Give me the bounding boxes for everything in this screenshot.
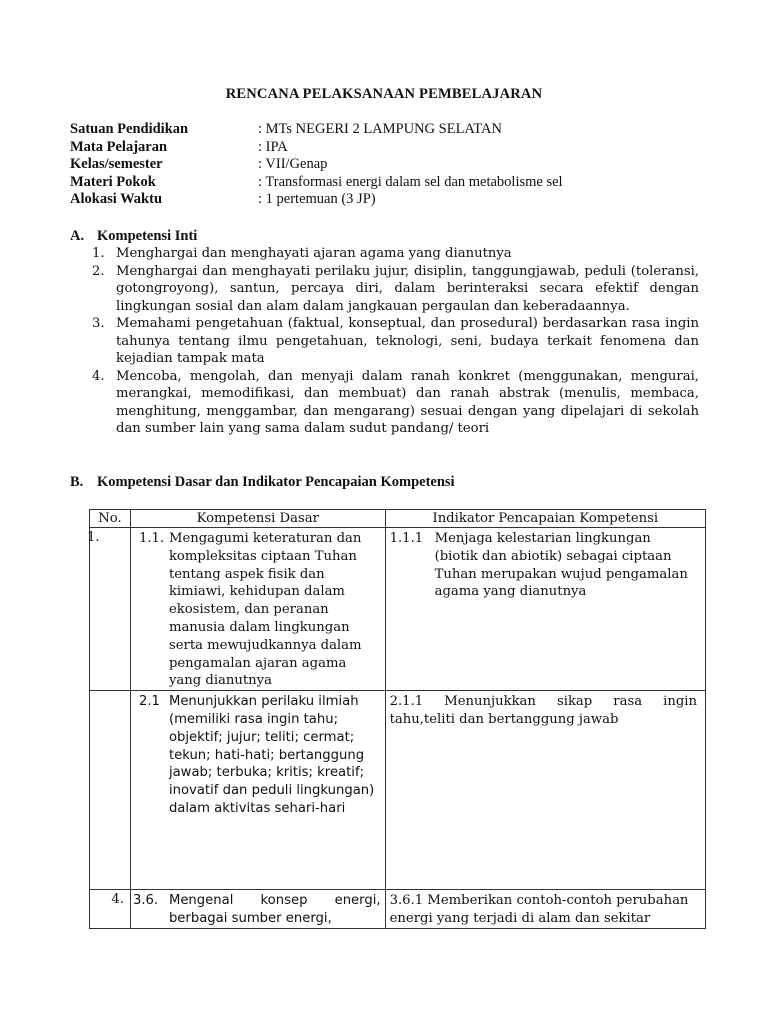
meta-label: Materi Pokok bbox=[70, 173, 156, 190]
list-number: 4. bbox=[92, 368, 105, 384]
table-row bbox=[90, 890, 706, 929]
kd-text: Mengenal konsep energi, berbagai sumber energi, bbox=[168, 893, 381, 926]
section-title: Kompetensi Inti bbox=[97, 228, 198, 244]
meta-value: : IPA bbox=[258, 138, 288, 155]
indikator-cell bbox=[390, 693, 697, 729]
meta-row-materi bbox=[70, 174, 563, 192]
section-a-heading bbox=[70, 228, 197, 245]
indikator-cell bbox=[390, 530, 697, 601]
list-text: Menghargai dan menghayati perilaku jujur, disiplin, tanggungjawab, peduli (toleransi, gotongroyong), santun, percaya diri, dalam berinteraksi secara efektif dengan lingkungan sosial dan alam dalam jangkauan pergaulan dan keberadaannya. bbox=[116, 263, 699, 314]
meta-row-alokasi bbox=[70, 191, 563, 209]
list-item bbox=[92, 315, 699, 368]
section-letter: A. bbox=[70, 228, 85, 244]
kd-text: Mengagumi keteraturan dan kompleksitas ciptaan Tuhan tentang aspek fisik dan kimiawi, kehidupan dalam ekosistem, dan peranan manusia dalam lingkungan serta mewujudkannya dalam pengamalan ajaran agama yang dianutnya bbox=[168, 531, 362, 689]
list-item bbox=[92, 263, 699, 316]
kd-cell bbox=[133, 892, 381, 928]
section-letter: B. bbox=[70, 474, 84, 490]
list-text: Memahami pengetahuan (faktual, konseptual, dan prosedural) berdasarkan rasa ingin tahunya tentang ilmu pengetahuan, teknologi, seni, budaya terkait fenomena dan kejadian tampak mata bbox=[116, 316, 699, 366]
kd-table bbox=[89, 509, 706, 929]
meta-row-kelas bbox=[70, 156, 563, 174]
section-title: Kompetensi Dasar dan Indikator Pencapaian Kompetensi bbox=[97, 474, 455, 490]
kd-cell bbox=[139, 693, 381, 818]
meta-label: Mata Pelajaran bbox=[70, 138, 168, 155]
meta-label: Alokasi Waktu bbox=[70, 191, 163, 207]
list-item bbox=[92, 368, 699, 438]
meta-value: : 1 pertemuan (3 JP) bbox=[258, 191, 376, 207]
header-no: No. bbox=[90, 510, 131, 528]
kd-text: Menunjukkan perilaku ilmiah (memiliki rasa ingin tahu; objektif; jujur; teliti; cermat; tekun; hati-hati; bertanggung jawab; terbuka; kritis; kreatif; inovatif dan peduli lingkungan) dalam aktivitas sehari-hari bbox=[168, 694, 375, 816]
meta-label: Kelas/semester bbox=[70, 156, 163, 172]
meta-value: : Transformasi energi dalam sel dan metabolisme sel bbox=[258, 173, 563, 190]
indikator-number: 3.6.1 bbox=[389, 893, 424, 909]
meta-value: : VII/Genap bbox=[258, 156, 328, 172]
kd-number: 2.1 bbox=[138, 694, 160, 710]
row-number: 4. bbox=[111, 892, 124, 908]
kd-number: 3.6. bbox=[132, 893, 159, 909]
list-item bbox=[92, 245, 699, 263]
indikator-text: Menunjukkan sikap rasa ingin tahu,teliti dan bertanggung jawab bbox=[389, 694, 697, 727]
kd-number: 1.1. bbox=[138, 531, 165, 546]
indikator-number: 2.1.1 bbox=[389, 694, 424, 710]
indikator-cell bbox=[390, 892, 697, 928]
meta-value: : MTs NEGERI 2 LAMPUNG SELATAN bbox=[258, 121, 502, 137]
table-header-row bbox=[90, 510, 706, 528]
meta-label: Satuan Pendidikan bbox=[70, 121, 189, 137]
table-row bbox=[90, 691, 706, 890]
meta-row-satuan bbox=[70, 121, 563, 139]
header-kd: Kompetensi Dasar bbox=[130, 510, 385, 528]
row-number: 1. bbox=[87, 530, 100, 545]
meta-row-mapel bbox=[70, 139, 563, 157]
kd-cell bbox=[139, 530, 381, 690]
list-number: 1. bbox=[92, 246, 105, 261]
list-number: 2. bbox=[92, 263, 105, 279]
list-text: Menghargai dan menghayati ajaran agama yang dianutnya bbox=[116, 246, 512, 261]
kompetensi-inti-list bbox=[92, 245, 699, 438]
section-b-heading bbox=[70, 474, 455, 491]
identity-block bbox=[70, 121, 563, 209]
indikator-text: Menjaga kelestarian lingkungan (biotik dan abiotik) sebagai ciptaan Tuhan merupakan wujud pengamalan agama yang dianutnya bbox=[434, 531, 688, 600]
list-text: Mencoba, mengolah, dan menyaji dalam ranah konkret (menggunakan, mengurai, merangkai, memodifikasi, dan membuat) dan ranah abstrak (menulis, membaca, menghitung, menggambar, dan mengarang) sesuai dengan yang dipelajari di sekolah dan sumber lain yang sama dalam sudut pandang/ teori bbox=[116, 368, 699, 436]
indikator-number: 1.1.1 bbox=[389, 531, 424, 546]
document-title: RENCANA PELAKSANAAN PEMBELAJARAN bbox=[225, 86, 543, 102]
indikator-text: Memberikan contoh-contoh perubahan energi yang terjadi di alam dan sekitar bbox=[389, 893, 689, 926]
header-indikator: Indikator Pencapaian Kompetensi bbox=[385, 510, 705, 528]
list-number: 3. bbox=[92, 316, 105, 331]
table-row bbox=[90, 528, 706, 691]
